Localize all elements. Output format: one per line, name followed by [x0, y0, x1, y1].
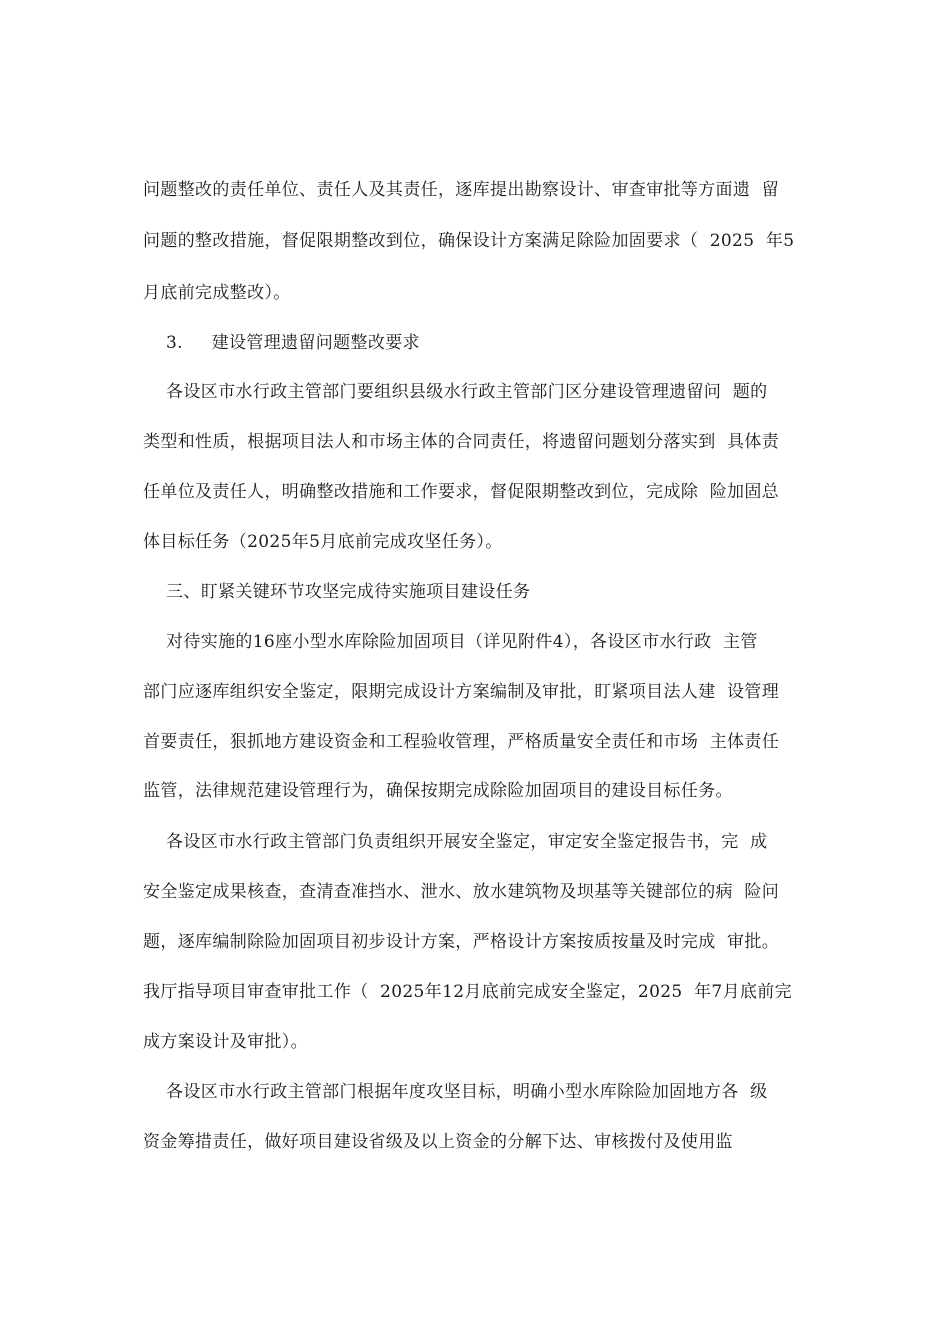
text-line: 对待实施的16座小型水库除险加固项目（详见附件4），各设区市水行政 主管 — [143, 632, 758, 652]
text-line: 各设区市水行政主管部门负责组织开展安全鉴定，审定安全鉴定报告书，完 成 — [143, 832, 768, 852]
text-line: 安全鉴定成果核查，查清查准挡水、泄水、放水建筑物及坝基等关键部位的病 险问 — [143, 882, 780, 902]
text-line: 题，逐库编制除险加固项目初步设计方案，严格设计方案按质按量及时完成 审批。 — [143, 932, 780, 952]
text-line: 体目标任务（2025年5月底前完成攻坚任务）。 — [143, 532, 503, 552]
section-heading: 三、盯紧关键环节攻坚完成待实施项目建设任务 — [143, 582, 531, 602]
section-heading: 3. 建设管理遗留问题整改要求 — [143, 333, 420, 353]
text-line: 资金筹措责任，做好项目建设省级及以上资金的分解下达、审核拨付及使用监 — [143, 1132, 733, 1152]
text-line: 监管，法律规范建设管理行为，确保按期完成除险加固项目的建设目标任务。 — [143, 781, 733, 801]
text-line: 问题整改的责任单位、责任人及其责任，逐库提出勘察设计、审查审批等方面遗 留 — [143, 180, 780, 200]
text-line: 各设区市水行政主管部门根据年度攻坚目标，明确小型水库除险加固地方各 级 — [143, 1082, 768, 1102]
text-line: 任单位及责任人，明确整改措施和工作要求，督促限期整改到位，完成除 险加固总 — [143, 482, 780, 502]
text-line: 首要责任，狠抓地方建设资金和工程验收管理，严格质量安全责任和市场 主体责任 — [143, 732, 780, 752]
text-line: 各设区市水行政主管部门要组织县级水行政主管部门区分建设管理遗留问 题的 — [143, 382, 768, 402]
text-line: 月底前完成整改）。 — [143, 283, 291, 303]
text-line: 我厅指导项目审查审批工作（ 2025年12月底前完成安全鉴定，2025 年7月底前完 — [143, 982, 792, 1002]
text-line: 成方案设计及审批）。 — [143, 1032, 308, 1052]
text-line: 部门应逐库组织安全鉴定，限期完成设计方案编制及审批，盯紧项目法人建 设管理 — [143, 682, 780, 702]
text-line: 类型和性质，根据项目法人和市场主体的合同责任，将遗留问题划分落实到 具体责 — [143, 432, 780, 452]
text-line: 问题的整改措施，督促限期整改到位，确保设计方案满足除险加固要求（ 2025 年5 — [143, 231, 795, 251]
